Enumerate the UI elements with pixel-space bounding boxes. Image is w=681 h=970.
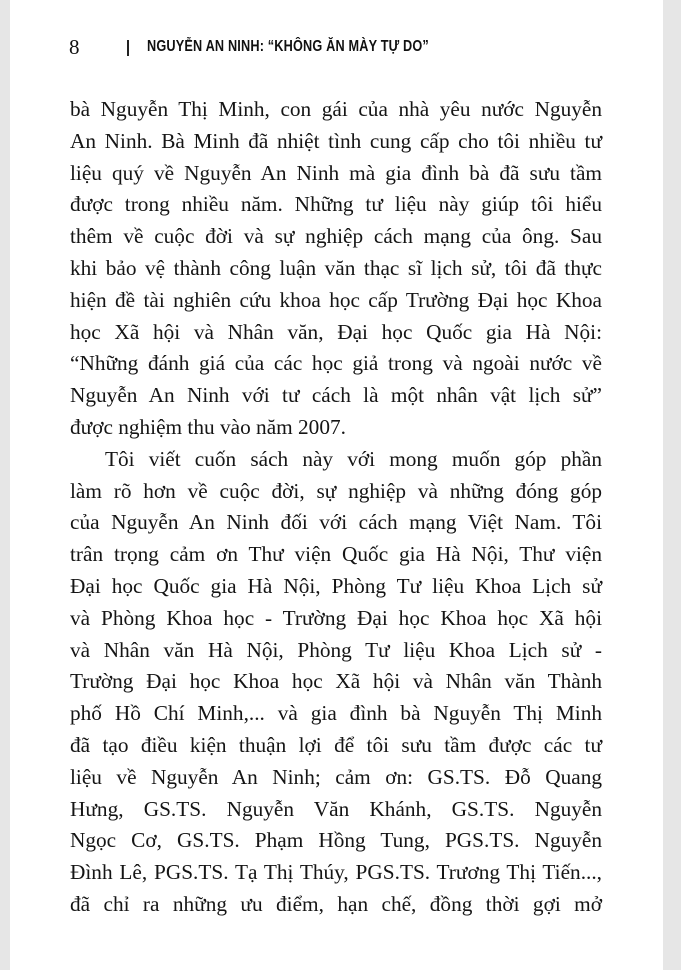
- text-line: trân trọng cảm ơn Thư viện Quốc gia Hà Nội, Thư viện: [70, 542, 602, 567]
- text-line: làm rõ hơn về cuộc đời, sự nghiệp và những đóng góp: [70, 478, 602, 503]
- text-line: được trong nhiều năm. Những tư liệu này giúp tôi hiểu: [70, 192, 602, 217]
- text-line: của Nguyễn An Ninh đối với cách mạng Việt Nam. Tôi: [70, 510, 602, 535]
- text-line: Đình Lê, PGS.TS. Tạ Thị Thúy, PGS.TS. Trương Thị Tiến...,: [70, 860, 602, 885]
- text-line: và Phòng Khoa học - Trường Đại học Khoa học Xã hội: [70, 605, 602, 630]
- text-line: Trường Đại học Khoa học Xã hội và Nhân văn Thành: [70, 669, 602, 694]
- header-separator: [127, 40, 129, 56]
- text-line: Ngọc Cơ, GS.TS. Phạm Hồng Tung, PGS.TS. Nguyễn: [70, 828, 602, 853]
- text-line: liệu quý về Nguyễn An Ninh mà gia đình bà đã sưu tầm: [70, 160, 602, 185]
- book-title: NGUYỄN AN NINH: “KHÔNG ĂN MÀY TỰ DO”: [147, 38, 429, 55]
- text-line: Tôi viết cuốn sách này với mong muốn góp phần: [105, 446, 602, 471]
- text-line: khi bảo vệ thành công luận văn thạc sĩ lịch sử, tôi đã thực: [70, 255, 602, 280]
- text-line: đã chỉ ra những ưu điểm, hạn chế, đồng thời gợi mở: [70, 891, 602, 916]
- text-line: đã tạo điều kiện thuận lợi để tôi sưu tầm được các tư: [70, 732, 602, 757]
- text-line: được nghiệm thu vào năm 2007.: [70, 414, 346, 439]
- text-line: Đại học Quốc gia Hà Nội, Phòng Tư liệu Khoa Lịch sử: [70, 573, 602, 598]
- text-line: thêm về cuộc đời và sự nghiệp cách mạng của ông. Sau: [70, 224, 602, 249]
- text-line: An Ninh. Bà Minh đã nhiệt tình cung cấp cho tôi nhiều tư: [70, 128, 602, 153]
- page-number: 8: [69, 35, 80, 59]
- text-line: Nguyễn An Ninh với tư cách là một nhân vật lịch sử”: [70, 383, 602, 408]
- text-line: và Nhân văn Hà Nội, Phòng Tư liệu Khoa Lịch sử -: [70, 637, 602, 662]
- text-line: phố Hồ Chí Minh,... và gia đình bà Nguyễn Thị Minh: [70, 701, 602, 726]
- text-line: Hưng, GS.TS. Nguyễn Văn Khánh, GS.TS. Nguyễn: [70, 796, 602, 821]
- text-line: liệu về Nguyễn An Ninh; cảm ơn: GS.TS. Đỗ Quang: [70, 764, 602, 789]
- running-header: [10, 34, 663, 60]
- book-page: [10, 0, 663, 970]
- body-text: [70, 94, 602, 921]
- text-line: “Những đánh giá của các học giả trong và ngoài nước về: [70, 351, 602, 376]
- text-line: học Xã hội và Nhân văn, Đại học Quốc gia Hà Nội:: [70, 319, 602, 344]
- text-line: hiện đề tài nghiên cứu khoa học cấp Trường Đại học Khoa: [70, 287, 602, 312]
- text-line: bà Nguyễn Thị Minh, con gái của nhà yêu nước Nguyễn: [70, 97, 602, 121]
